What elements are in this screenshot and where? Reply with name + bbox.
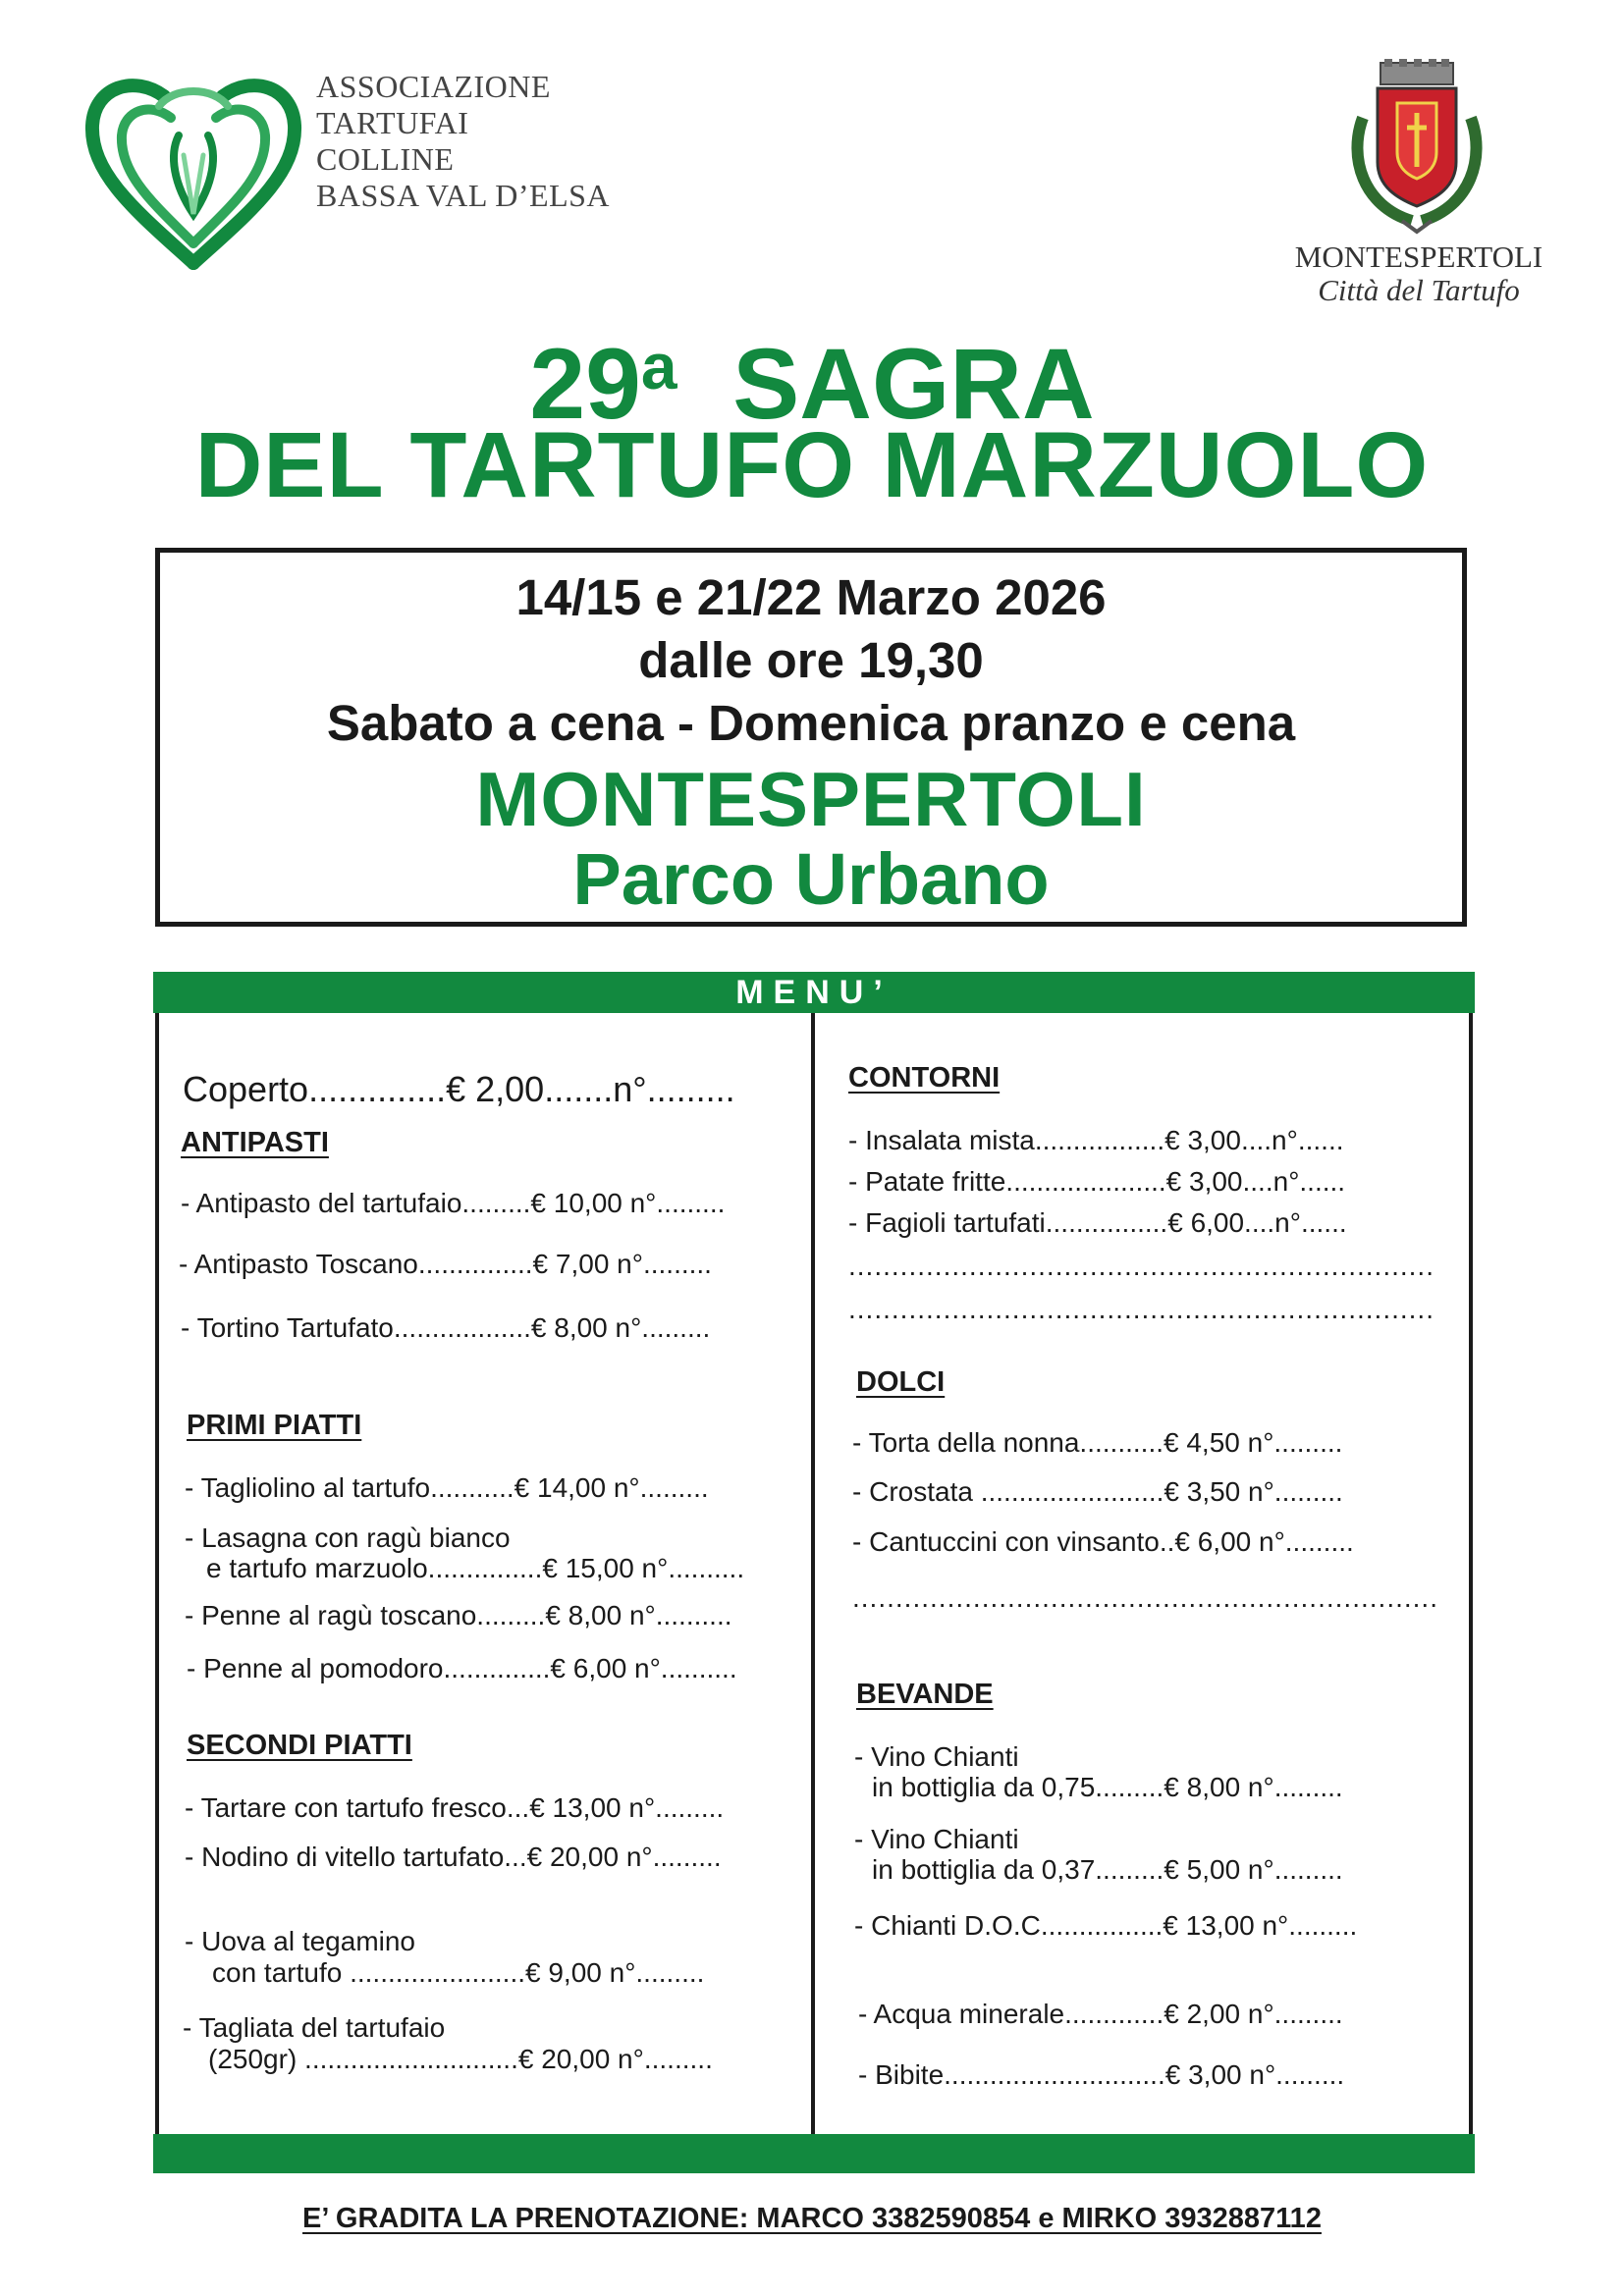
menu-item-continuation: e tartufo marzuolo...............€ 15,00 n°.......... — [206, 1553, 745, 1583]
reservation-note: E’ GRADITA LA PRENOTAZIONE: MARCO 3382590854 e MIRKO 3932887112 — [302, 2203, 1322, 2234]
menu-item-continuation: con tartufo .......................€ 9,00 n°......... — [212, 1957, 705, 1988]
menu-item: - Vino Chianti — [854, 1824, 1019, 1854]
event-town: MONTESPERTOLI — [475, 756, 1147, 842]
menu-item: - Uova al tegamino — [185, 1926, 416, 1956]
menu-item: - Torta della nonna...........€ 4,50 n°......... — [852, 1427, 1343, 1458]
coperto-line: Coperto..............€ 2,00.......n°......... — [183, 1069, 735, 1109]
section-title-contorni: CONTORNI — [848, 1062, 1001, 1094]
menu-item: - Cantuccini con vinsanto..€ 6,00 n°......... — [852, 1526, 1354, 1557]
association-logo — [81, 67, 306, 273]
menu-item: - Bibite.............................€ 3,00 n°......... — [858, 2059, 1345, 2090]
event-schedule: Sabato a cena - Domenica pranzo e cena — [326, 695, 1296, 751]
menu-item-continuation: in bottiglia da 0,37.........€ 5,00 n°......... — [872, 1854, 1343, 1885]
association-name-line-1: ASSOCIAZIONE — [316, 69, 551, 104]
event-title-line-2: DEL TARTUFO MARZUOLO — [194, 413, 1430, 517]
section-title-dolci: DOLCI — [856, 1366, 946, 1398]
menu-item: - Acqua minerale.............€ 2,00 n°......... — [858, 1999, 1343, 2029]
section-title-antipasti: ANTIPASTI — [181, 1127, 329, 1158]
section-title-primi-piatti: PRIMI PIATTI — [187, 1410, 362, 1441]
menu-item-continuation: (250gr) ............................€ 20,00 n°......... — [208, 2044, 713, 2074]
menu-item: - Chianti D.O.C................€ 13,00 n°......... — [854, 1910, 1358, 1941]
edition-ordinal: a — [640, 330, 677, 402]
menu-item: - Patate fritte.....................€ 3,00....n°...... — [848, 1166, 1346, 1197]
menu-item: - Fagioli tartufati................€ 6,00....n°...... — [848, 1207, 1347, 1238]
menu-item: - Tortino Tartufato..................€ 8,00 n°......... — [181, 1312, 711, 1343]
association-name-line-2: TARTUFAI — [316, 105, 469, 140]
menu-item: - Penne al ragù toscano.........€ 8,00 n°.......... — [185, 1600, 732, 1630]
menu-item: - Antipasto del tartufaio.........€ 10,00 n°......... — [181, 1188, 726, 1218]
menu-item: - Tartare con tartufo fresco...€ 13,00 n°......... — [185, 1792, 725, 1823]
association-name-line-4: BASSA VAL D’ELSA — [316, 178, 611, 213]
blank-line: .................................................................... — [848, 1251, 1435, 1281]
menu-footer-bar — [153, 2134, 1475, 2173]
town-name: MONTESPERTOLI — [1294, 240, 1543, 274]
town-subtitle: Città del Tartufo — [1318, 273, 1520, 307]
blank-line: .................................................................... — [852, 1582, 1438, 1613]
section-title-secondi-piatti: SECONDI PIATTI — [187, 1730, 412, 1761]
section-title-bevande: BEVANDE — [856, 1679, 994, 1710]
menu-item-continuation: in bottiglia da 0,75.........€ 8,00 n°......... — [872, 1772, 1343, 1802]
menu-column-divider — [811, 1013, 815, 2134]
event-time: dalle ore 19,30 — [638, 632, 984, 688]
menu-item: - Crostata ........................€ 3,50 n°......... — [852, 1476, 1343, 1507]
menu-item: - Nodino di vitello tartufato...€ 20,00 n°......... — [185, 1842, 722, 1872]
menu-item: - Penne al pomodoro..............€ 6,00 n°.......... — [187, 1653, 737, 1683]
event-venue: Parco Urbano — [572, 838, 1050, 920]
menu-item: - Insalata mista.................€ 3,00....n°...... — [848, 1125, 1344, 1155]
title-sagra: SAGRA — [732, 328, 1095, 440]
menu-item: - Antipasto Toscano...............€ 7,00 n°......... — [179, 1249, 712, 1279]
town-crest-logo — [1343, 59, 1490, 236]
association-name-line-3: COLLINE — [316, 141, 455, 177]
event-dates: 14/15 e 21/22 Marzo 2026 — [515, 569, 1107, 625]
menu-item: - Vino Chianti — [854, 1741, 1019, 1772]
blank-line: .................................................................... — [848, 1294, 1435, 1324]
menu-item: - Lasagna con ragù bianco — [185, 1522, 511, 1553]
event-info-box — [155, 548, 1467, 927]
menu-header-bar: MENU’ — [153, 972, 1475, 1013]
menu-item: - Tagliolino al tartufo...........€ 14,00 n°......... — [185, 1472, 709, 1503]
edition-number: 29 — [529, 328, 641, 440]
menu-item: - Tagliata del tartufaio — [183, 2012, 446, 2043]
